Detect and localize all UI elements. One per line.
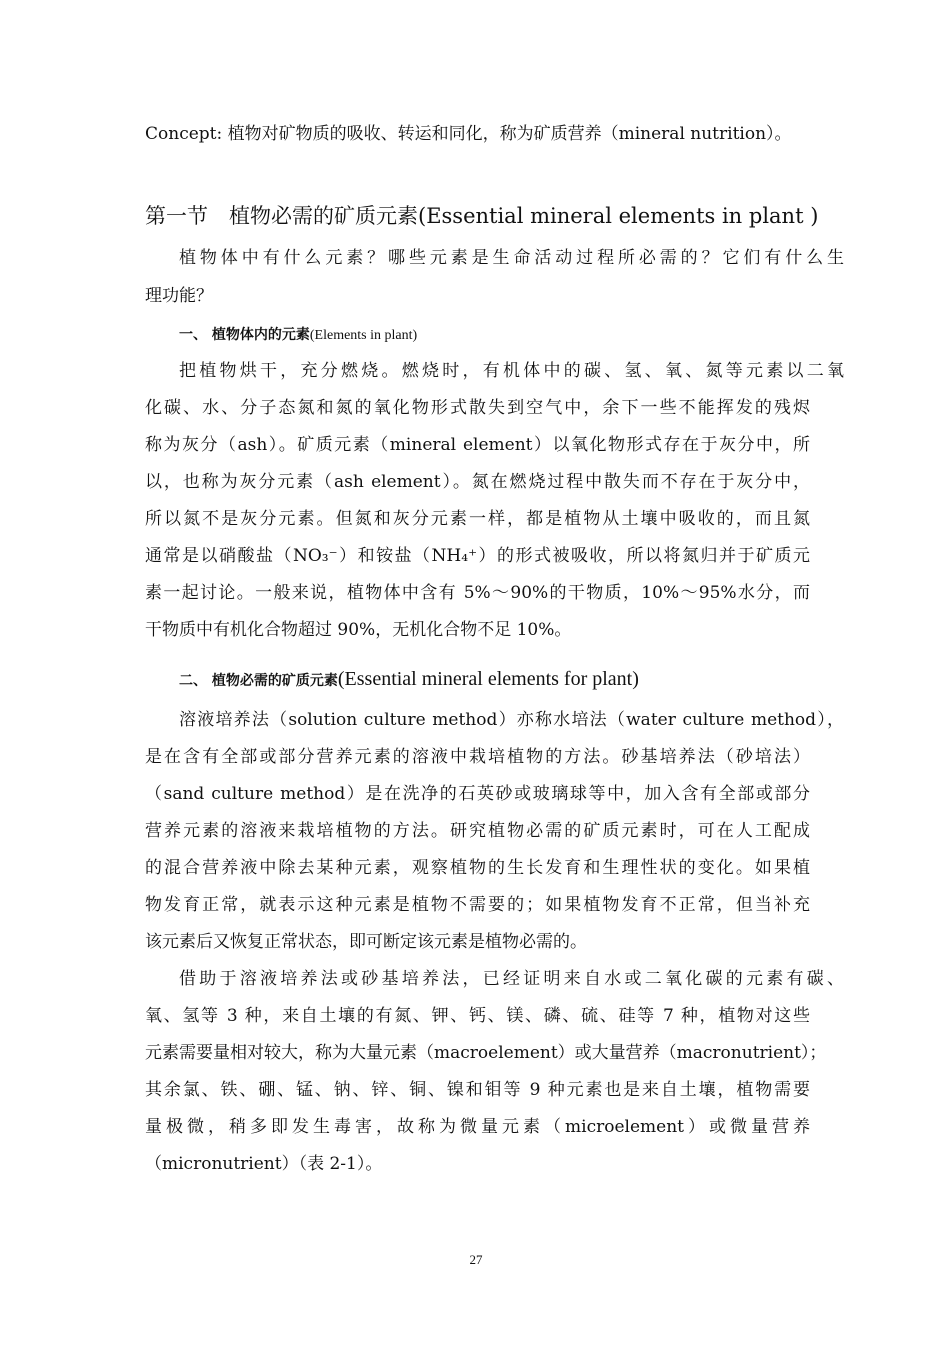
paragraph-line: 是在含有全部或部分营养元素的溶液中栽培植物的方法。砂基培养法（砂培法） — [145, 747, 810, 767]
paragraph-line: 通常是以硝酸盐（NO₃⁻）和铵盐（NH₄⁺）的形式被吸收，所以将氮归并于矿质元 — [145, 546, 810, 566]
section-title: 第一节 植物必需的矿质元素(Essential mineral elements in plant ) — [145, 204, 819, 228]
paragraph-line: （micronutrient）（表 2-1）。 — [145, 1154, 383, 1174]
paragraph-line: 营养元素的溶液来栽培植物的方法。研究植物必需的矿质元素时，可在人工配成 — [145, 821, 810, 841]
paragraph-line: 干物质中有机化合物超过 90%，无机化合物不足 10%。 — [145, 620, 572, 640]
paragraph-line: 称为灰分（ash）。矿质元素（mineral element）以氧化物形式存在于灰分中，所 — [145, 435, 810, 455]
paragraph-line: 把植物烘干，充分燃烧。燃烧时，有机体中的碳、氢、氧、氮等元素以二氧 — [179, 361, 844, 381]
intro-line: 理功能？ — [145, 286, 213, 306]
paragraph-line: 以，也称为灰分元素（ash element）。氮在燃烧过程中散失而不存在于灰分中， — [145, 472, 810, 492]
paragraph-line: 所以氮不是灰分元素。但氮和灰分元素一样，都是植物从土壤中吸收的，而且氮 — [145, 509, 810, 529]
page-number: 27 — [469, 1252, 483, 1267]
subsection-label: 一、 植物体内的元素 — [179, 327, 310, 343]
subsection-label: 二、 植物必需的矿质元素 — [179, 673, 338, 689]
concept-line: Concept: 植物对矿物质的吸收、转运和同化，称为矿质营养（mineral nutrition）。 — [145, 124, 792, 144]
paragraph-line: 的混合营养液中除去某种元素，观察植物的生长发育和生理性状的变化。如果植 — [145, 858, 810, 878]
paragraph-line: 溶液培养法（solution culture method）亦称水培法（water culture method）， — [179, 710, 844, 730]
paragraph-line: 量极微，稍多即发生毒害，故称为微量元素（microelement）或微量营养 — [145, 1117, 810, 1137]
subsection-english: (Essential mineral elements for plant) — [337, 668, 639, 690]
paragraph-line: 化碳、水、分子态氮和氮的氧化物形式散失到空气中，余下一些不能挥发的残烬 — [145, 398, 810, 418]
paragraph-line: 素一起讨论。一般来说，植物体中含有 5%～90%的干物质，10%～95%水分，而 — [145, 583, 810, 603]
paragraph-line: 借助于溶液培养法或砂基培养法，已经证明来自水或二氧化碳的元素有碳、 — [179, 969, 844, 989]
intro-line: 植物体中有什么元素？哪些元素是生命活动过程所必需的？它们有什么生 — [179, 248, 844, 268]
paragraph-line: 物发育正常，就表示这种元素是植物不需要的；如果植物发育不正常，但当补充 — [145, 895, 810, 915]
paragraph-line: （sand culture method）是在洗净的石英砂或玻璃球等中，加入含有全部或部分 — [145, 784, 810, 804]
paragraph-line: 元素需要量相对较大，称为大量元素（macroelement）或大量营养（macronutrient）； — [145, 1043, 827, 1063]
subsection-english: (Elements in plant) — [309, 328, 418, 343]
paragraph-line: 其余氯、铁、硼、锰、钠、锌、铜、镍和钼等 9 种元素也是来自土壤，植物需要 — [145, 1080, 810, 1100]
subsection-heading-1 — [145, 323, 844, 348]
paragraph-line: 该元素后又恢复正常状态，即可断定该元素是植物必需的。 — [145, 932, 587, 952]
subsection-heading-2 — [145, 664, 844, 696]
paragraph-line: 氧、氢等 3 种，来自土壤的有氮、钾、钙、镁、磷、硫、硅等 7 种，植物对这些 — [145, 1006, 810, 1026]
